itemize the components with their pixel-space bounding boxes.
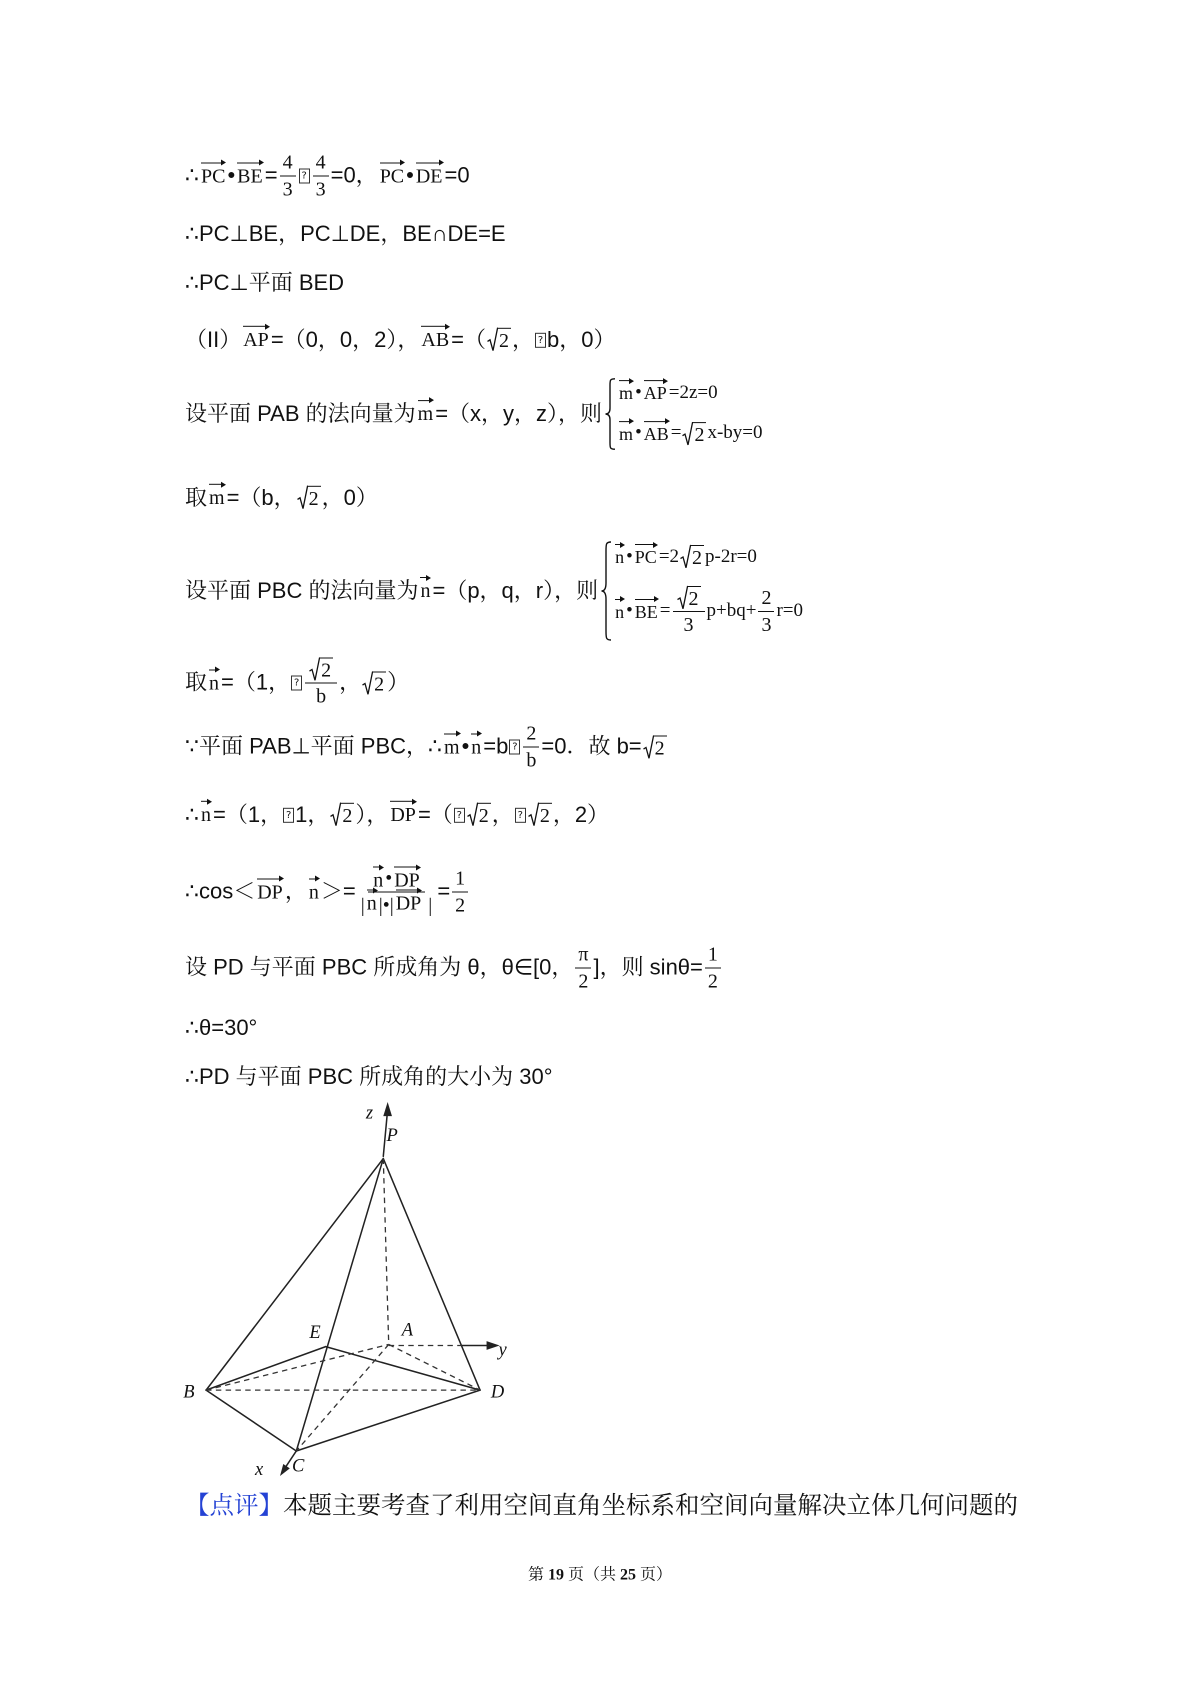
vector [200,798,212,825]
vector [443,730,461,757]
text-run: 4 [282,151,293,174]
text-run: 2 [578,970,589,993]
vector-label: n [471,736,482,758]
label-e: E [309,1321,321,1342]
vector-label: AB [421,328,450,351]
pyramid-figure [180,1093,517,1485]
vector [395,887,423,914]
text-run: = [659,600,671,622]
equation-rows [617,378,762,450]
square-root [643,735,667,759]
solution-line-10 [185,802,609,828]
vector [618,418,634,443]
vector-label: n [308,881,319,903]
radicand: 2 [692,547,703,569]
vector [417,397,435,424]
vector-arrow-icon [417,397,435,404]
radical-sign-icon [682,422,693,446]
vector [389,798,417,825]
text-run: = [670,422,682,444]
footer-suffix: 页） [636,1566,673,1584]
text-run: 设平面 PAB 的法向量为 [185,400,416,426]
vector-label: m [444,736,460,758]
text-run: 2 [526,722,537,745]
missing-glyph: ? [509,740,520,755]
text-run: • [626,545,633,567]
text-run: 设 PD 与平面 PBC 所成角为 θ，θ∈[0， [185,954,574,980]
vector-arrow-icon [236,159,264,166]
vector-arrow-icon [618,418,634,425]
radical-sign-icon [330,803,341,827]
text-run: 取 [185,484,208,510]
text-run: | [423,894,433,917]
text-run: 设平面 PBC 的法向量为 [185,577,419,603]
vector-arrow-icon [308,875,320,882]
text-run: =2 [658,545,680,567]
denominator [452,893,468,918]
text-run: ∴ [185,162,199,188]
vector-arrow-icon [634,596,659,603]
numerator [705,943,721,969]
denominator [358,893,436,918]
vector-arrow-icon [634,541,658,548]
square-root [677,586,701,610]
text-run: 1， [295,801,330,827]
solution-line-9 [185,722,668,773]
fraction [305,658,337,709]
text-run: b [526,749,537,772]
text-run: ∴PC⊥BE，PC⊥DE，BE∩DE=E [185,220,506,246]
edge-ba-dashed [206,1344,389,1390]
vector-arrow-icon [470,730,482,737]
vector-label: DP [390,803,416,826]
text-run: • [626,600,633,622]
numerator [313,151,329,177]
radical-sign-icon [680,545,691,569]
vector-label: m [619,423,634,444]
vector-label: DP [395,892,422,915]
vector-arrow-icon [256,875,284,882]
denominator [758,612,774,637]
numerator [758,586,774,612]
text-run: ， [512,326,535,352]
vector-label: AB [643,423,669,444]
vector-label: BE [634,601,658,622]
text-run: =（ [451,326,487,352]
label-d: D [490,1381,505,1402]
vector [200,159,226,186]
fraction [673,586,705,637]
radicand: 2 [694,423,705,446]
solution-line-12 [185,943,723,994]
denominator [575,969,591,994]
text-run: ，0） [321,484,378,510]
text-run: b，0） [547,326,616,352]
label-x: x [255,1458,264,1479]
text-run: • [461,733,470,759]
vector-arrow-icon [208,481,226,488]
text-run: =（ [417,801,453,827]
vector-label: DP [257,881,283,903]
text-run: ， [339,669,362,695]
fraction [705,943,721,994]
text-run: 取 [185,669,208,695]
text-run: 3 [683,614,694,636]
equation-row [613,545,803,569]
text-run: ]，则 sinθ= [593,954,703,980]
numerator [305,658,337,684]
edge-bc [206,1390,296,1451]
square-root [467,803,491,827]
denominator [523,748,539,773]
vector-arrow-icon [395,887,423,894]
vector-arrow-icon [389,798,417,805]
solution-line-3 [185,270,344,296]
comment-text: 本题主要考查了利用空间直角坐标系和空间向量解决立体几何问题的 [283,1492,1018,1520]
vector-label: n [373,869,384,892]
text-run: 2 [761,587,772,609]
solution-line-4 [185,327,616,353]
radicand: 2 [342,804,353,827]
text-run: ， [491,801,514,827]
footer-prefix: 第 [527,1566,548,1584]
label-a: A [401,1319,414,1340]
text-run: p-2r=0 [705,545,757,567]
vector [618,377,634,402]
vector-label: n [420,580,431,602]
vector-arrow-icon [614,541,625,548]
square-root [309,658,333,682]
denominator [681,612,697,637]
vector-arrow-icon [393,864,421,871]
vector [419,574,431,601]
text-run: ∵平面 PAB⊥平面 PBC，∴ [185,733,443,759]
vector-arrow-icon [443,730,461,737]
vector [308,875,320,902]
vector-arrow-icon [366,887,378,894]
fraction [452,867,468,918]
vector-label: m [417,402,434,425]
vector-label: n [615,601,625,622]
text-run: =0 [444,162,470,188]
text-run: ） [387,669,410,695]
edge-pc [296,1159,383,1451]
text-run: ）， [355,801,389,827]
vector [208,481,226,508]
radicand: 2 [374,673,385,695]
vector-arrow-icon [420,323,450,330]
radical-sign-icon [643,735,654,759]
text-run: =（b， [226,484,296,510]
vector [256,875,284,902]
numerator [452,867,468,893]
text-run: ＞= [320,878,356,904]
vector-arrow-icon [618,377,634,384]
text-run: （II） [185,326,242,352]
radical-sign-icon [362,671,373,695]
edge-ed [326,1347,480,1390]
solution-line-6 [185,485,378,511]
denominator [313,177,329,202]
numerator [523,722,539,748]
comment-tag: 【点评】 [185,1492,283,1520]
vector [643,418,670,443]
vector-label: PC [379,165,405,187]
square-root [330,803,354,827]
solution-line-5 [185,378,763,450]
radicand: 2 [539,804,550,827]
missing-glyph: ? [454,807,465,822]
fraction [280,151,296,202]
text-run: p+bq+ [706,600,757,622]
missing-glyph: ? [283,807,294,822]
solution-line-11 [185,867,470,918]
vector-arrow-icon [415,159,444,166]
edge-be [206,1347,326,1390]
vector-label: n [366,892,377,915]
vector-arrow-icon [372,864,384,871]
text-run: =0．故 b= [541,733,642,759]
text-run: ，2） [552,801,610,827]
equation-row [617,422,762,446]
missing-glyph: ? [291,676,302,691]
square-root [297,486,321,510]
fraction [358,867,436,918]
radicand: 2 [478,804,489,827]
equation-system [604,378,762,450]
square-root [528,803,552,827]
radicand: 2 [688,588,699,610]
square-root [487,328,511,352]
text-run: |•| [378,894,394,917]
text-run: • [227,162,236,188]
square-root [680,545,704,569]
numerator [575,943,591,969]
vector-label: AP [243,328,269,351]
vector-label: m [209,486,225,509]
text-run: ∴PC⊥平面 BED [185,269,345,295]
text-run: • [635,382,642,404]
vector-arrow-icon [200,159,226,166]
x-arrow-icon [280,1464,290,1476]
text-run: =b [483,733,509,759]
radicand: 2 [654,737,665,759]
radical-sign-icon [487,328,498,352]
text-run: =（0，0，2）， [270,326,420,352]
left-brace-icon [604,378,616,450]
text-run: =0， [330,162,378,188]
equation-rows [613,541,803,641]
vector-label: DP [394,869,420,892]
left-brace-icon [600,541,612,641]
vector-label: m [619,383,634,404]
text-run: 1 [455,867,466,890]
vector-arrow-icon [643,377,668,384]
text-run: = [437,878,451,904]
missing-glyph: ? [299,169,310,184]
solution-line-7 [185,541,803,641]
text-run: 3 [761,614,772,636]
page-footer [0,1562,1200,1585]
text-run: 1 [707,943,718,966]
denominator [705,969,721,994]
vector [236,159,264,186]
text-run: | [360,894,365,917]
edge-pa-dashed [383,1159,388,1345]
radical-sign-icon [309,658,320,682]
text-run: 3 [282,178,293,201]
vector-arrow-icon [208,666,220,673]
footer-mid: 页（共 [563,1566,620,1584]
comment-line [185,1487,1018,1522]
numerator [280,151,296,177]
square-root [682,422,706,446]
fraction [575,943,591,994]
edge-pd [383,1159,480,1391]
vector-label: AP [643,383,667,404]
fraction [313,151,329,202]
vector-label: n [615,547,625,567]
text-run: ， [284,878,307,904]
vector-label: BE [237,165,263,187]
radical-sign-icon [467,803,478,827]
solution-line-1 [185,151,470,202]
vector-label: n [201,803,211,826]
label-y: y [498,1339,507,1360]
text-run: • [406,162,414,188]
text-run: 3 [315,178,326,201]
z-arrow-icon [383,1102,392,1116]
text-run: =（1， [213,801,283,827]
fraction [523,722,539,773]
missing-glyph: ? [535,332,546,347]
vector-arrow-icon [379,159,405,166]
text-run: 2 [707,970,718,993]
radical-sign-icon [677,586,688,610]
vector [634,596,659,621]
vector-arrow-icon [242,323,270,330]
vector [420,323,450,350]
radicand: 2 [308,487,319,510]
label-p: P [386,1125,398,1146]
vector-arrow-icon [643,418,670,425]
denominator [313,684,329,709]
vector [614,541,625,566]
vector-label: DE [415,165,443,187]
vector-label: PC [201,165,226,187]
numerator [673,586,705,612]
vector-arrow-icon [200,798,212,805]
text-run: b [316,685,327,708]
text-run: r=0 [776,600,803,622]
vector [643,377,668,402]
text-run: = [264,162,278,188]
solution-line-8 [185,658,409,709]
equation-system [600,541,803,641]
label-z: z [365,1102,374,1123]
text-run: =2z=0 [668,382,718,404]
text-run: =（1， [221,669,291,695]
text-run: 2 [455,894,466,917]
radical-sign-icon [297,486,308,510]
vector [208,666,220,693]
vector [470,730,482,757]
vector-arrow-icon [614,596,625,603]
vector [614,596,625,621]
edge-ad-dashed [389,1344,480,1390]
solution-line-14 [185,1064,553,1090]
text-run: • [385,867,393,890]
square-root [362,671,386,695]
fraction [758,586,774,637]
text-run: ∴θ=30° [185,1014,258,1040]
solution-line-2 [185,221,506,247]
radical-sign-icon [528,803,539,827]
vector-label: n [209,672,220,694]
text-run: ∴PD 与平面 PBC 所成角的大小为 30° [185,1063,553,1089]
text-run: • [635,422,642,444]
text-run: 4 [315,151,326,174]
radicand: 2 [499,329,510,352]
text-run: =（p，q，r），则 [432,577,599,603]
footer-total-pages: 25 [620,1566,636,1584]
label-c: C [291,1455,305,1476]
equation-row [613,586,803,637]
text-run: x-by=0 [707,422,763,444]
edge-cd [296,1390,480,1451]
equation-row [617,382,762,405]
label-b: B [183,1381,195,1402]
vector-arrow-icon [419,574,431,581]
text-run: π [578,943,589,966]
vector [379,159,405,186]
solution-line-13 [185,1015,257,1041]
denominator [280,177,296,202]
text-run: ∴ [185,801,199,827]
vector-label: PC [634,547,657,567]
radicand: 2 [321,659,332,682]
text-run: =（x，y，z），则 [435,400,603,426]
vector [242,323,270,350]
text-run: ∴cos＜ [185,878,256,904]
vector [634,541,658,566]
missing-glyph: ? [515,807,526,822]
vector [366,887,378,914]
vector [415,159,444,186]
footer-page-number: 19 [547,1566,564,1584]
